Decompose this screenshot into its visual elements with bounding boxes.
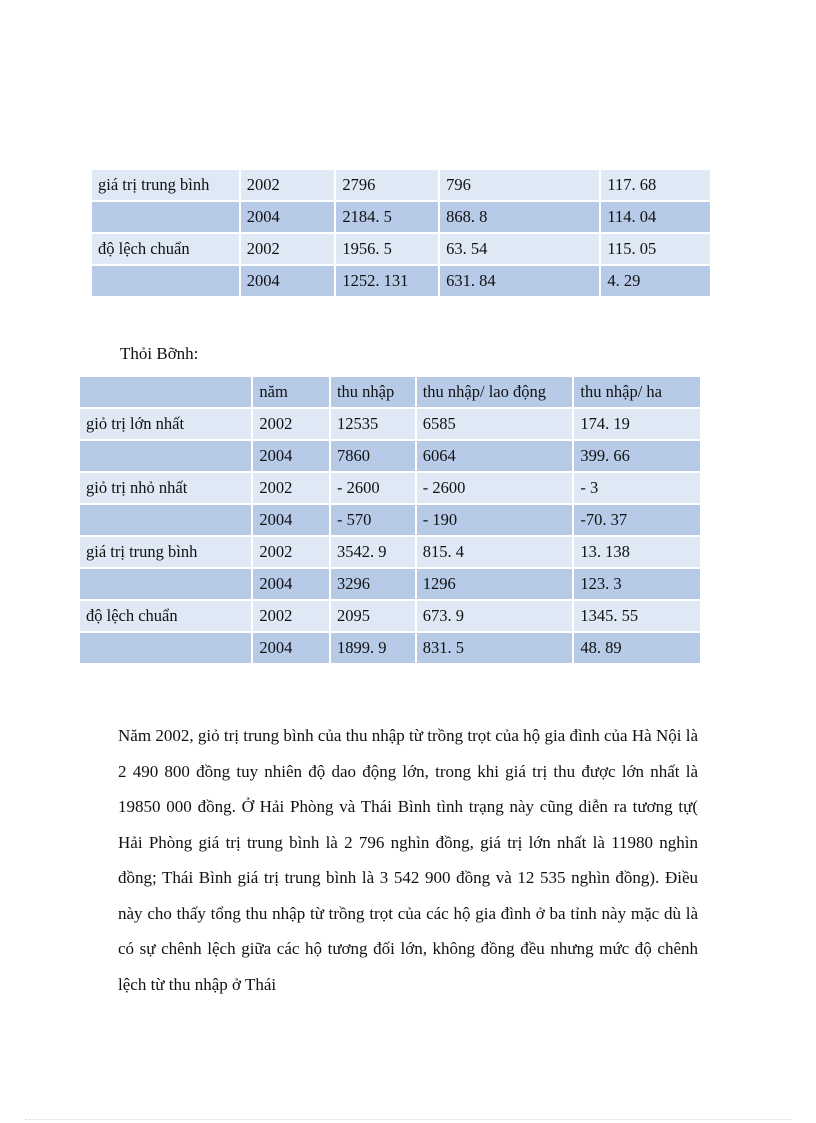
- table-cell: 1899. 9: [330, 632, 416, 664]
- table-row: [79, 440, 701, 472]
- table-cell: 48. 89: [573, 632, 701, 664]
- table-cell: 1345. 55: [573, 600, 701, 632]
- table-cell: 6064: [416, 440, 574, 472]
- table-cell: [91, 265, 240, 297]
- table-cell: [91, 201, 240, 233]
- table-cell: 2002: [252, 536, 330, 568]
- table-cell: 6585: [416, 408, 574, 440]
- table-cell: - 2600: [330, 472, 416, 504]
- table-cell: 3542. 9: [330, 536, 416, 568]
- table-cell: 3296: [330, 568, 416, 600]
- table-cell: - 190: [416, 504, 574, 536]
- table-row: [79, 632, 701, 664]
- table-cell: 868. 8: [439, 201, 600, 233]
- table-cell: 12535: [330, 408, 416, 440]
- table-row: [79, 600, 701, 632]
- table-cell: 2095: [330, 600, 416, 632]
- statistics-table-1: [90, 168, 712, 298]
- table-row: [79, 568, 701, 600]
- table-cell: 2004: [240, 201, 336, 233]
- table-cell: 399. 66: [573, 440, 701, 472]
- table-row: [79, 536, 701, 568]
- table-row: [79, 472, 701, 504]
- table-cell: 123. 3: [573, 568, 701, 600]
- table-cell: 2184. 5: [335, 201, 439, 233]
- table-cell: 1296: [416, 568, 574, 600]
- table-cell: 673. 9: [416, 600, 574, 632]
- table-header-cell: thu nhập/ lao động: [416, 376, 574, 408]
- table-cell: 796: [439, 169, 600, 201]
- table-cell: [79, 568, 252, 600]
- table-cell: 2004: [252, 440, 330, 472]
- table-cell: 63. 54: [439, 233, 600, 265]
- table-cell: độ lệch chuẩn: [79, 600, 252, 632]
- table-cell: 2002: [252, 600, 330, 632]
- table-cell: 2004: [240, 265, 336, 297]
- table-cell: 2002: [240, 169, 336, 201]
- table-cell: 831. 5: [416, 632, 574, 664]
- table-row: [91, 265, 711, 297]
- table-row: [79, 408, 701, 440]
- table-header-cell: thu nhập/ ha: [573, 376, 701, 408]
- table-cell: 174. 19: [573, 408, 701, 440]
- table-header-row: [79, 376, 701, 408]
- table-cell: giá trị trung bình: [79, 536, 252, 568]
- table-cell: 2002: [252, 472, 330, 504]
- table-cell: 1252. 131: [335, 265, 439, 297]
- table-cell: giá trị trung bình: [91, 169, 240, 201]
- section-heading: Thỏi Bỡnh:: [120, 344, 199, 363]
- table-cell: [79, 504, 252, 536]
- table-cell: 13. 138: [573, 536, 701, 568]
- table-cell: 1956. 5: [335, 233, 439, 265]
- table-row: [91, 169, 711, 201]
- statistics-table-2: [78, 375, 702, 665]
- table-cell: 4. 29: [600, 265, 711, 297]
- body-paragraph: Năm 2002, giỏ trị trung bình của thu nhập từ trồng trọt của hộ gia đình của Hà Nội là 2 490 800 đồng tuy nhiên độ dao động lớn, trong khi giá trị thu được lớn nhất là 19850 000 đồng. Ở Hải Phòng và Thái Bình tình trạng này cũng diễn ra tương tự( Hải Phòng giá trị trung bình là 2 796 nghìn đồng, giá trị lớn nhất là 11980 nghìn đồng; Thái Bình giá trị trung bình là 3 542 900 đồng và 12 535 nghìn đồng). Điều này cho thấy tổng thu nhập từ trồng trọt của các hộ gia đình ở ba tỉnh này mặc dù là có sự chênh lệch giữa các hộ tương đối lớn, không đồng đều nhưng mức độ chênh lệch từ thu nhập ở Thái: [118, 726, 698, 994]
- table-cell: 2004: [252, 504, 330, 536]
- table-cell: 2002: [240, 233, 336, 265]
- table-cell: [79, 632, 252, 664]
- table-cell: 631. 84: [439, 265, 600, 297]
- table-cell: 7860: [330, 440, 416, 472]
- table-row: [91, 201, 711, 233]
- table-cell: 117. 68: [600, 169, 711, 201]
- table-cell: 114. 04: [600, 201, 711, 233]
- table-cell: 815. 4: [416, 536, 574, 568]
- table-row: [79, 504, 701, 536]
- table-cell: giỏ trị lớn nhất: [79, 408, 252, 440]
- table-cell: -70. 37: [573, 504, 701, 536]
- table-cell: 2002: [252, 408, 330, 440]
- table-row: [91, 233, 711, 265]
- table-cell: - 3: [573, 472, 701, 504]
- table-header-cell: năm: [252, 376, 330, 408]
- table-cell: 115. 05: [600, 233, 711, 265]
- table-cell: - 570: [330, 504, 416, 536]
- table-cell: độ lệch chuẩn: [91, 233, 240, 265]
- table-cell: 2796: [335, 169, 439, 201]
- table-header-cell: thu nhập: [330, 376, 416, 408]
- table-header-cell: [79, 376, 252, 408]
- page-bottom-divider: [25, 1119, 791, 1120]
- table-cell: giỏ trị nhỏ nhất: [79, 472, 252, 504]
- table-cell: - 2600: [416, 472, 574, 504]
- table-cell: 2004: [252, 568, 330, 600]
- table-cell: [79, 440, 252, 472]
- table-cell: 2004: [252, 632, 330, 664]
